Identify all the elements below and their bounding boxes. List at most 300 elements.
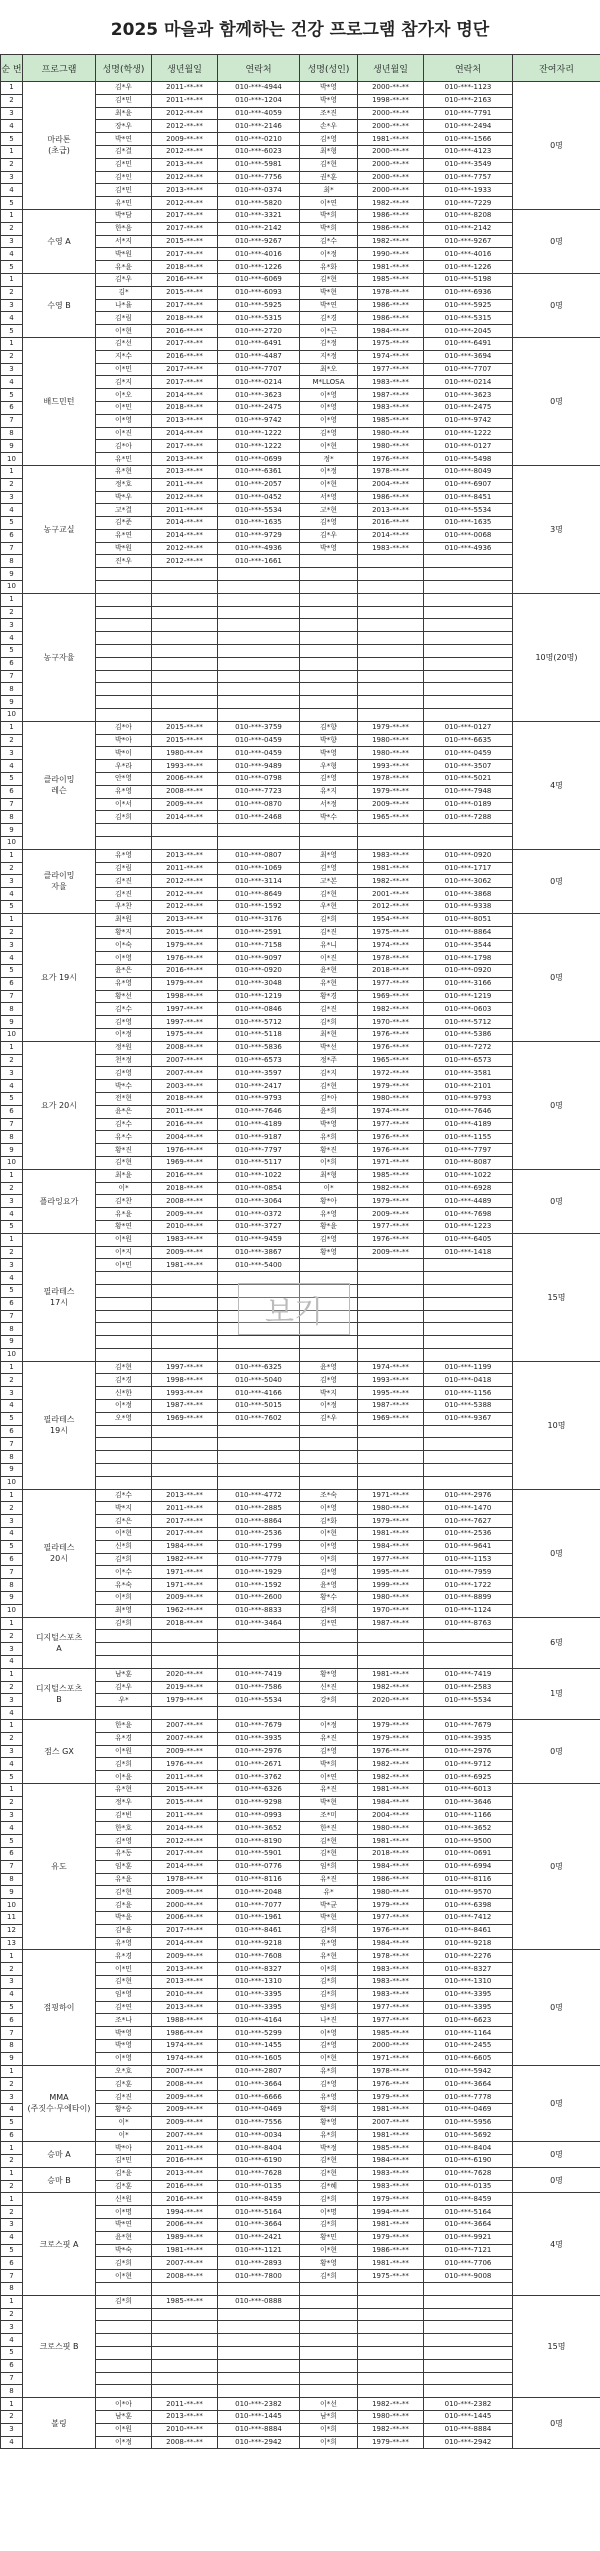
row-number: 8	[1, 1131, 23, 1144]
student-phone: 010-***-2536	[218, 1528, 300, 1541]
adult-phone: 010-***-2494	[424, 120, 513, 133]
student-birth: 2008-**-**	[152, 785, 218, 798]
student-name: 유*동	[96, 1847, 152, 1860]
adult-birth: 1986-**-**	[358, 222, 424, 235]
adult-phone	[424, 645, 513, 658]
adult-name: 김*현	[300, 888, 358, 901]
student-phone: 010-***-0888	[218, 2295, 300, 2308]
adult-birth: 1980-**-**	[358, 1592, 424, 1605]
row-number: 7	[1, 1310, 23, 1323]
program-name: 크로스핏 B	[23, 2295, 96, 2397]
row-number: 9	[1, 1144, 23, 1157]
adult-phone: 010-***-8864	[424, 926, 513, 939]
adult-name: 김*연	[300, 1617, 358, 1630]
student-name: 박*이	[96, 747, 152, 760]
student-name	[96, 657, 152, 670]
student-birth	[152, 632, 218, 645]
adult-phone: 010-***-8763	[424, 1617, 513, 1630]
adult-birth: 1984-**-**	[358, 1860, 424, 1873]
adult-name	[300, 2295, 358, 2308]
adult-name: 김*희	[300, 1988, 358, 2001]
student-birth: 2011-**-**	[152, 2142, 218, 2155]
program-name: 클라이밍 자율	[23, 849, 96, 913]
adult-phone: 010-***-8051	[424, 913, 513, 926]
row-number: 7	[1, 670, 23, 683]
adult-phone: 010-***-3664	[424, 2078, 513, 2091]
student-birth: 2017-**-**	[152, 1515, 218, 1528]
adult-name	[300, 670, 358, 683]
student-birth: 2016-**-**	[152, 350, 218, 363]
adult-birth: 1982-**-**	[358, 1771, 424, 1784]
row-number: 1	[1, 1783, 23, 1796]
adult-birth: 1982-**-**	[358, 1758, 424, 1771]
row-number: 6	[1, 401, 23, 414]
adult-birth: 1979-**-**	[358, 721, 424, 734]
adult-phone: 010-***-8116	[424, 1873, 513, 1886]
adult-phone: 010-***-7229	[424, 197, 513, 210]
row-number: 6	[1, 529, 23, 542]
student-phone: 010-***-6325	[218, 1361, 300, 1374]
table-row	[1, 2065, 600, 2078]
row-number: 4	[1, 1208, 23, 1221]
student-name: 박*담	[96, 209, 152, 222]
adult-name: 김*영	[300, 517, 358, 530]
adult-birth: 1965-**-**	[358, 811, 424, 824]
student-phone	[218, 1464, 300, 1477]
adult-phone	[424, 1451, 513, 1464]
student-name	[96, 670, 152, 683]
student-birth: 2011-**-**	[152, 82, 218, 95]
row-number: 6	[1, 1297, 23, 1310]
header-adult-phone: 연락처	[424, 55, 513, 82]
student-phone: 010-***-1605	[218, 2052, 300, 2065]
student-birth: 2011-**-**	[152, 2398, 218, 2411]
student-name: 오*영	[96, 1412, 152, 1425]
table-row	[1, 2167, 600, 2180]
student-birth: 2020-**-**	[152, 1668, 218, 1681]
student-name: 김*경	[96, 1374, 152, 1387]
student-birth: 2010-**-**	[152, 1220, 218, 1233]
student-phone: 010-***-7602	[218, 1412, 300, 1425]
adult-name: 황*경	[300, 990, 358, 1003]
adult-birth: 2004-**-**	[358, 1809, 424, 1822]
student-name: 최*영	[96, 1604, 152, 1617]
adult-name	[300, 657, 358, 670]
adult-birth: 1977-**-**	[358, 977, 424, 990]
table-row	[1, 1783, 600, 1796]
row-number: 8	[1, 427, 23, 440]
adult-phone: 010-***-7706	[424, 2257, 513, 2270]
student-birth: 2016-**-**	[152, 325, 218, 338]
student-name	[96, 1643, 152, 1656]
student-phone: 010-***-1455	[218, 2039, 300, 2052]
adult-phone	[424, 2347, 513, 2360]
student-phone: 010-***-7628	[218, 2167, 300, 2180]
student-name: 박*수	[96, 1080, 152, 1093]
adult-phone	[424, 2372, 513, 2385]
student-birth: 2009-**-**	[152, 798, 218, 811]
student-name: 김*우	[96, 82, 152, 95]
row-number: 3	[1, 171, 23, 184]
student-birth: 2016-**-**	[152, 273, 218, 286]
student-phone: 010-***-1219	[218, 990, 300, 1003]
row-number: 1	[1, 1233, 23, 1246]
vacancy-count: 0명	[513, 2167, 600, 2193]
adult-phone: 010-***-0068	[424, 529, 513, 542]
student-birth: 1983-**-**	[152, 1233, 218, 1246]
row-number: 4	[1, 1400, 23, 1413]
adult-birth: 1980-**-**	[358, 2411, 424, 2424]
adult-phone: 010-***-1156	[424, 1387, 513, 1400]
row-number: 8	[1, 1451, 23, 1464]
adult-birth: 1974-**-**	[358, 939, 424, 952]
student-phone: 010-***-8833	[218, 1604, 300, 1617]
student-phone: 010-***-2421	[218, 2231, 300, 2244]
student-birth: 1988-**-**	[152, 2014, 218, 2027]
adult-phone: 010-***-0127	[424, 440, 513, 453]
adult-phone: 010-***-7646	[424, 1105, 513, 1118]
row-number: 5	[1, 1284, 23, 1297]
adult-name: 이*희	[300, 1156, 358, 1169]
adult-phone	[424, 2334, 513, 2347]
adult-name: 이*	[300, 1182, 358, 1195]
adult-birth: 1979-**-**	[358, 2436, 424, 2449]
row-number: 1	[1, 1720, 23, 1733]
student-phone: 010-***-5981	[218, 158, 300, 171]
adult-phone: 010-***-8451	[424, 491, 513, 504]
adult-phone: 010-***-1223	[424, 1220, 513, 1233]
header-student-phone: 연락처	[218, 55, 300, 82]
student-birth: 2012-**-**	[152, 120, 218, 133]
adult-birth: 1983-**-**	[358, 376, 424, 389]
adult-phone	[424, 2385, 513, 2398]
row-number: 5	[1, 325, 23, 338]
adult-birth: 1981-**-**	[358, 1668, 424, 1681]
student-phone: 010-***-1310	[218, 1975, 300, 1988]
adult-name	[300, 1643, 358, 1656]
adult-birth: 1980-**-**	[358, 427, 424, 440]
row-number: 1	[1, 465, 23, 478]
adult-phone: 010-***-2163	[424, 94, 513, 107]
adult-phone	[424, 2295, 513, 2308]
row-number: 2	[1, 2155, 23, 2168]
student-name: 김*희	[96, 1617, 152, 1630]
adult-name: 김*영	[300, 1566, 358, 1579]
student-name: 우*라	[96, 760, 152, 773]
adult-birth: 1981-**-**	[358, 2219, 424, 2232]
student-name: 김*아	[96, 440, 152, 453]
student-phone	[218, 606, 300, 619]
student-name	[96, 2321, 152, 2334]
student-name: 이*지	[96, 1246, 152, 1259]
student-name: 유*수	[96, 1131, 152, 1144]
adult-birth: 1981-**-**	[358, 862, 424, 875]
student-birth: 2012-**-**	[152, 555, 218, 568]
adult-phone: 010-***-7778	[424, 2091, 513, 2104]
adult-name: 황*윤	[300, 1220, 358, 1233]
student-phone: 010-***-1929	[218, 1566, 300, 1579]
student-name: 이*희	[96, 1592, 152, 1605]
adult-name	[300, 606, 358, 619]
student-birth	[152, 2347, 218, 2360]
adult-name: 이*정	[300, 1720, 358, 1733]
student-birth	[152, 1643, 218, 1656]
program-name: 수영 A	[23, 209, 96, 273]
adult-name: 김*현	[300, 158, 358, 171]
adult-birth: 1986-**-**	[358, 312, 424, 325]
student-name: 이*영	[96, 414, 152, 427]
student-birth: 2013-**-**	[152, 184, 218, 197]
table-row	[1, 209, 600, 222]
adult-phone	[424, 593, 513, 606]
student-birth: 2009-**-**	[152, 2091, 218, 2104]
row-number: 11	[1, 1911, 23, 1924]
adult-name: 권*훈	[300, 171, 358, 184]
student-phone: 010-***-0459	[218, 734, 300, 747]
adult-birth	[358, 2372, 424, 2385]
adult-name	[300, 709, 358, 722]
row-number: 3	[1, 1643, 23, 1656]
table-row	[1, 1720, 600, 1733]
student-name: 김*빈	[96, 1809, 152, 1822]
program-name: 요가 19시	[23, 913, 96, 1041]
adult-birth	[358, 1348, 424, 1361]
student-phone: 010-***-1799	[218, 1540, 300, 1553]
adult-phone: 010-***-3581	[424, 1067, 513, 1080]
student-phone	[218, 2347, 300, 2360]
adult-phone: 010-***-6398	[424, 1899, 513, 1912]
adult-phone: 010-***-7959	[424, 1566, 513, 1579]
adult-name: 이*희	[300, 2436, 358, 2449]
adult-phone: 010-***-3062	[424, 875, 513, 888]
student-phone: 010-***-5901	[218, 1847, 300, 1860]
adult-name: 유*진	[300, 1873, 358, 1886]
row-number: 1	[1, 1617, 23, 1630]
adult-name: 이*연	[300, 197, 358, 210]
adult-name: 이*희	[300, 1553, 358, 1566]
adult-name: 김*경	[300, 312, 358, 325]
adult-phone: 010-***-7121	[424, 2244, 513, 2257]
student-phone: 010-***-3597	[218, 1067, 300, 1080]
adult-birth: 1981-**-**	[358, 261, 424, 274]
row-number: 2	[1, 2180, 23, 2193]
adult-birth: 1981-**-**	[358, 2257, 424, 2270]
adult-birth: 1978-**-**	[358, 286, 424, 299]
student-birth	[152, 1348, 218, 1361]
student-phone: 010-***-2057	[218, 478, 300, 491]
student-name: 이*영	[96, 952, 152, 965]
adult-birth	[358, 2347, 424, 2360]
student-name: 윤*현	[96, 2231, 152, 2244]
student-name: 정*우	[96, 1796, 152, 1809]
student-name	[96, 1656, 152, 1669]
adult-phone: 010-***-7412	[424, 1911, 513, 1924]
adult-name: 조*미	[300, 1809, 358, 1822]
student-phone	[218, 2385, 300, 2398]
student-name: 신*희	[96, 1540, 152, 1553]
student-phone: 010-***-3664	[218, 2078, 300, 2091]
adult-name: 윤*희	[300, 1105, 358, 1118]
student-birth	[152, 1425, 218, 1438]
program-name: 농구자율	[23, 593, 96, 721]
student-birth: 1975-**-**	[152, 1028, 218, 1041]
row-number: 3	[1, 2423, 23, 2436]
adult-birth: 2009-**-**	[358, 798, 424, 811]
student-birth	[152, 1630, 218, 1643]
row-number: 8	[1, 555, 23, 568]
student-name: 이*영	[96, 2052, 152, 2065]
student-name	[96, 683, 152, 696]
student-name: 황*지	[96, 926, 152, 939]
adult-name: 고*현	[300, 504, 358, 517]
student-phone: 010-***-6491	[218, 337, 300, 350]
adult-birth: 1981-**-**	[358, 1783, 424, 1796]
program-name: 플라잉요가	[23, 1169, 96, 1233]
adult-birth: 1982-**-**	[358, 1182, 424, 1195]
adult-phone	[424, 632, 513, 645]
adult-phone: 010-***-7698	[424, 1208, 513, 1221]
table-row	[1, 593, 600, 606]
student-name	[96, 1451, 152, 1464]
student-name: 김*영	[96, 1067, 152, 1080]
adult-phone: 010-***-1124	[424, 1604, 513, 1617]
row-number: 2	[1, 94, 23, 107]
adult-phone: 010-***-1418	[424, 1246, 513, 1259]
adult-name: 우*형	[300, 760, 358, 773]
student-phone	[218, 2372, 300, 2385]
student-birth	[152, 2359, 218, 2372]
row-number: 1	[1, 2065, 23, 2078]
adult-name	[300, 837, 358, 850]
program-name: 승마 B	[23, 2167, 96, 2193]
student-birth: 1979-**-**	[152, 939, 218, 952]
row-number: 2	[1, 1963, 23, 1976]
row-number: 5	[1, 964, 23, 977]
row-number: 10	[1, 1348, 23, 1361]
row-number: 12	[1, 1924, 23, 1937]
adult-name: 김*희	[300, 2219, 358, 2232]
student-birth: 2003-**-**	[152, 1080, 218, 1093]
student-birth: 2017-**-**	[152, 1528, 218, 1541]
adult-birth: 1977-**-**	[358, 1220, 424, 1233]
row-number: 1	[1, 849, 23, 862]
row-number: 3	[1, 235, 23, 248]
adult-birth: 2020-**-**	[358, 1694, 424, 1707]
adult-name	[300, 2321, 358, 2334]
student-birth: 2018-**-**	[152, 1617, 218, 1630]
student-birth	[152, 2385, 218, 2398]
program-name: 필라테스 17시	[23, 1233, 96, 1361]
student-name: 김*림	[96, 312, 152, 325]
adult-phone: 010-***-2142	[424, 222, 513, 235]
adult-birth: 1977-**-**	[358, 1553, 424, 1566]
adult-birth: 1981-**-**	[358, 1528, 424, 1541]
student-phone: 010-***-2720	[218, 325, 300, 338]
adult-birth	[358, 670, 424, 683]
student-phone: 010-***-3762	[218, 1771, 300, 1784]
student-name: 정*원	[96, 1041, 152, 1054]
student-birth: 2000-**-**	[152, 1899, 218, 1912]
student-phone: 010-***-3464	[218, 1617, 300, 1630]
adult-birth: 2000-**-**	[358, 158, 424, 171]
row-number: 5	[1, 1771, 23, 1784]
student-birth: 2012-**-**	[152, 1835, 218, 1848]
student-phone: 010-***-3867	[218, 1246, 300, 1259]
adult-phone: 010-***-1933	[424, 184, 513, 197]
adult-name: 김*화	[300, 1515, 358, 1528]
row-number: 7	[1, 2027, 23, 2040]
student-birth	[152, 709, 218, 722]
adult-name: 서*정	[300, 798, 358, 811]
student-birth	[152, 657, 218, 670]
adult-birth: 1979-**-**	[358, 1195, 424, 1208]
adult-phone: 010-***-1635	[424, 517, 513, 530]
row-number: 5	[1, 1412, 23, 1425]
vacancy-count: 0명	[513, 2065, 600, 2142]
student-phone	[218, 1425, 300, 1438]
table-row	[1, 2295, 600, 2308]
row-number: 4	[1, 2231, 23, 2244]
student-name: 이*원	[96, 1745, 152, 1758]
student-name: 이*정	[96, 1028, 152, 1041]
adult-birth	[358, 1707, 424, 1720]
student-birth	[152, 1272, 218, 1285]
adult-phone	[424, 568, 513, 581]
adult-name: 조*숙	[300, 1489, 358, 1502]
adult-birth: 1982-**-**	[358, 235, 424, 248]
student-name: 김*민	[96, 94, 152, 107]
adult-birth: 2004-**-**	[358, 478, 424, 491]
student-phone: 010-***-2048	[218, 1886, 300, 1899]
adult-birth: 1974-**-**	[358, 350, 424, 363]
row-number: 5	[1, 2116, 23, 2129]
student-name: 김*아	[96, 721, 152, 734]
adult-birth: 2016-**-**	[358, 517, 424, 530]
table-row	[1, 337, 600, 350]
row-number: 8	[1, 2039, 23, 2052]
adult-birth: 1984-**-**	[358, 325, 424, 338]
adult-phone	[424, 824, 513, 837]
adult-name: 김*희	[300, 1975, 358, 1988]
row-number: 10	[1, 581, 23, 594]
student-phone	[218, 2321, 300, 2334]
student-phone: 010-***-2600	[218, 1592, 300, 1605]
adult-name: 유*화	[300, 261, 358, 274]
row-number: 1	[1, 337, 23, 350]
student-name: 박*영	[96, 2039, 152, 2052]
student-birth: 2011-**-**	[152, 1771, 218, 1784]
student-birth	[152, 1297, 218, 1310]
program-name: MMA (주짓수·무에타이)	[23, 2065, 96, 2142]
student-birth: 2013-**-**	[152, 849, 218, 862]
student-phone: 010-***-6023	[218, 145, 300, 158]
student-name: 이*정	[96, 2436, 152, 2449]
student-birth: 2013-**-**	[152, 2167, 218, 2180]
student-birth: 1997-**-**	[152, 1003, 218, 1016]
student-phone: 010-***-0452	[218, 491, 300, 504]
adult-phone: 010-***-5534	[424, 1694, 513, 1707]
row-number: 4	[1, 760, 23, 773]
adult-name: 김*영	[300, 1233, 358, 1246]
adult-name: 임*희	[300, 1860, 358, 1873]
adult-name: 고*본	[300, 875, 358, 888]
adult-birth: 1987-**-**	[358, 389, 424, 402]
table-row	[1, 1361, 600, 1374]
adult-birth: 1981-**-**	[358, 1835, 424, 1848]
adult-phone: 010-***-9218	[424, 1937, 513, 1950]
student-name: 김*수	[96, 1489, 152, 1502]
adult-phone: 010-***-4936	[424, 542, 513, 555]
